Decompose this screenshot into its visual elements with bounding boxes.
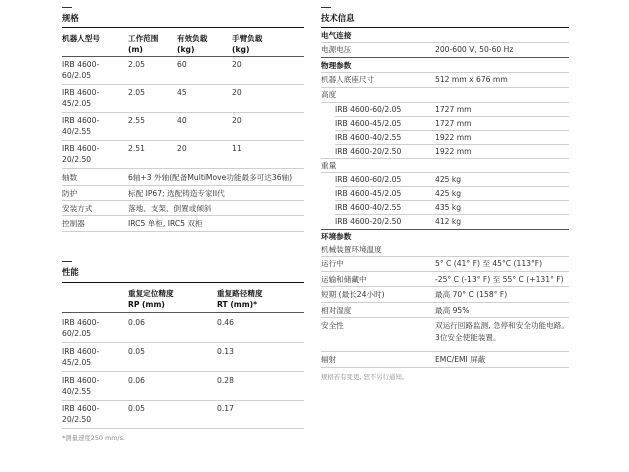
spec-row-model: IRB 4600- 45/2.05 [62, 88, 100, 108]
feature-label: 安装方式 [62, 204, 93, 213]
spec-row-arm: 11 [232, 144, 242, 153]
env-label: 辐射 [321, 355, 337, 364]
env-value: EMC/EMI 屏蔽 [435, 355, 486, 364]
spec-row-payload: 20 [177, 144, 187, 153]
perf-row-rt: 0.46 [217, 318, 234, 327]
base-value: 512 mm x 676 mm [435, 75, 508, 84]
row-divider [321, 87, 569, 88]
height-model: IRB 4600-40/2.55 [335, 133, 402, 142]
spec-top-rule [62, 27, 304, 28]
perf-row-rp: 0.06 [128, 318, 145, 327]
tech-top-rule [321, 27, 569, 28]
weight-value: 425 kg [435, 175, 462, 184]
weight-value: 425 kg [435, 189, 462, 198]
spec-row-reach: 2.05 [128, 60, 145, 69]
row-divider [321, 172, 569, 173]
spec-header-reach: 工作范围 (m) [128, 34, 159, 54]
section-dash [62, 261, 72, 262]
feature-value: 6轴+3 外轴(配备MultiMove功能最多可达36轴) [128, 173, 293, 182]
height-value: 1922 mm [435, 133, 472, 142]
row-divider [62, 371, 304, 372]
spec-row-arm: 20 [232, 88, 242, 97]
perf-title: 性能 [62, 267, 79, 277]
row-divider [62, 168, 304, 169]
perf-top-rule [62, 282, 304, 283]
row-divider [321, 57, 569, 58]
env-label: 运行中 [321, 259, 344, 268]
perf-header-rt: 重复路径精度 RT (mm)* [217, 289, 263, 309]
row-divider [62, 200, 304, 201]
env-value: 5° C (41° F) 至 45°C (113°F) [435, 259, 543, 268]
section-dash [62, 7, 72, 8]
section-dash [321, 7, 331, 8]
env-value: 双运行回路监测, 急停和安全功能电路。3位安全使能装置。 [435, 321, 569, 342]
electrical-heading: 电气连接 [321, 31, 352, 40]
row-divider [321, 271, 569, 272]
perf-footnote: *测量速度250 mm/s. [62, 434, 125, 442]
row-divider [62, 215, 304, 216]
weight-model: IRB 4600-45/2.05 [335, 189, 402, 198]
spec-header-rule [62, 56, 304, 57]
height-value: 1922 mm [435, 147, 472, 156]
row-divider [335, 116, 569, 117]
height-model: IRB 4600-20/2.50 [335, 147, 402, 156]
spec-row-model: IRB 4600- 40/2.55 [62, 116, 100, 136]
row-divider [62, 342, 304, 343]
row-divider [335, 200, 569, 201]
row-divider [335, 144, 569, 145]
spec-title: 规格 [62, 13, 79, 23]
tech-footnote: 规格若有变更, 恕不另行通知。 [321, 373, 409, 381]
row-divider [321, 72, 569, 73]
env-value: 最高 70° C (158° F) [435, 290, 508, 299]
spec-header-model: 机器人型号 [62, 34, 100, 43]
spec-row-reach: 2.05 [128, 88, 145, 97]
row-divider [321, 102, 569, 103]
env-label: 短期 (最长24小时) [321, 290, 385, 299]
env-value: -25° C (-13° F) 至 55° C (+131° F) [435, 275, 564, 284]
row-divider [62, 84, 304, 85]
row-divider [321, 351, 569, 352]
spec-row-model: IRB 4600- 60/2.05 [62, 60, 100, 80]
row-divider [335, 186, 569, 187]
perf-row-rp: 0.05 [128, 347, 145, 356]
perf-row-model: IRB 4600- 45/2.05 [62, 347, 100, 367]
perf-row-rp: 0.05 [128, 404, 145, 413]
weight-heading: 重量 [321, 161, 337, 170]
row-divider [335, 130, 569, 131]
perf-row-rp: 0.06 [128, 376, 145, 385]
row-divider [62, 112, 304, 113]
perf-header-rp: 重复定位精度 RP (mm) [128, 289, 174, 309]
row-divider [321, 42, 569, 43]
row-divider [62, 140, 304, 141]
weight-value: 435 kg [435, 203, 462, 212]
env-value: 最高 95% [435, 306, 470, 315]
base-label: 机器人底座尺寸 [321, 75, 375, 84]
spec-row-payload: 40 [177, 116, 187, 125]
perf-row-rt: 0.28 [217, 376, 234, 385]
height-value: 1727 mm [435, 119, 472, 128]
feature-label: 轴数 [62, 173, 78, 182]
feature-value: 落地、支架、倒置或倾斜 [128, 204, 212, 213]
environment-sub: 机械装置环境温度 [321, 245, 382, 254]
env-label: 相对湿度 [321, 306, 352, 315]
spec-header-payload: 有效负载 (kg) [177, 34, 208, 54]
spec-row-arm: 20 [232, 60, 242, 69]
row-divider [62, 185, 304, 186]
row-divider [321, 286, 569, 287]
perf-header-rule [62, 312, 304, 313]
feature-value: IRC5 单柜, IRC5 双柜 [128, 219, 203, 228]
feature-label: 防护 [62, 189, 78, 198]
row-divider [321, 302, 569, 303]
row-divider [335, 214, 569, 215]
row-divider [62, 400, 304, 401]
spec-row-reach: 2.51 [128, 144, 145, 153]
row-divider [321, 158, 569, 159]
physical-heading: 物理参数 [321, 61, 352, 70]
spec-row-payload: 60 [177, 60, 187, 69]
row-divider [62, 428, 304, 429]
env-label: 运输和储藏中 [321, 275, 367, 284]
spec-row-payload: 45 [177, 88, 187, 97]
weight-model: IRB 4600-40/2.55 [335, 203, 402, 212]
voltage-label: 电源电压 [321, 45, 352, 54]
voltage-value: 200-600 V, 50-60 Hz [435, 45, 514, 54]
height-model: IRB 4600-60/2.05 [335, 105, 402, 114]
tech-title: 技术信息 [321, 13, 355, 23]
spec-header-arm: 手臂负载 (kg) [232, 34, 263, 54]
perf-row-rt: 0.13 [217, 347, 234, 356]
weight-model: IRB 4600-60/2.05 [335, 175, 402, 184]
perf-row-rt: 0.17 [217, 404, 234, 413]
spec-row-model: IRB 4600- 20/2.50 [62, 144, 100, 164]
spec-row-reach: 2.55 [128, 116, 145, 125]
environment-heading: 环境参数 [321, 232, 352, 241]
perf-row-model: IRB 4600- 60/2.05 [62, 318, 100, 338]
row-divider [321, 229, 569, 230]
perf-row-model: IRB 4600- 40/2.55 [62, 376, 100, 396]
feature-value: 标配 IP67; 选配铸造专家II代 [128, 189, 225, 198]
height-value: 1727 mm [435, 105, 472, 114]
height-model: IRB 4600-45/2.05 [335, 119, 402, 128]
weight-model: IRB 4600-20/2.50 [335, 217, 402, 226]
row-divider [321, 367, 569, 368]
row-divider [321, 317, 569, 318]
row-divider [321, 256, 569, 257]
env-label: 安全性 [321, 321, 344, 330]
feature-label: 控制器 [62, 219, 85, 228]
spec-row-arm: 20 [232, 116, 242, 125]
perf-row-model: IRB 4600- 20/2.50 [62, 404, 100, 424]
height-heading: 高度 [321, 90, 337, 99]
row-divider [62, 231, 304, 232]
weight-value: 412 kg [435, 217, 462, 226]
